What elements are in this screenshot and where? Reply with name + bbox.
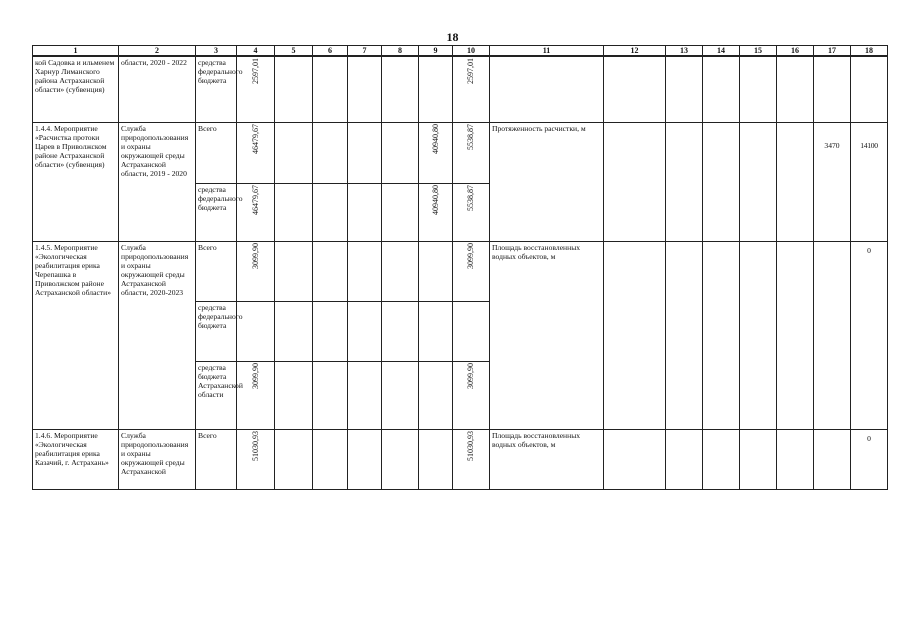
header-cell: 1 [33,46,119,57]
header-cell: 10 [453,46,490,57]
amount-col10: 5538,87 [466,184,475,211]
table-row [33,241,888,301]
funding-source: средства федерального бюджета [196,301,237,361]
amount-col4: 51030,93 [250,430,260,461]
program-table [32,45,888,490]
amount-col4: 46479,67 [250,123,260,154]
table-row [33,56,888,122]
indicator-value-col18: 14100 [851,122,888,241]
header-cell: 5 [275,46,313,57]
header-row [33,46,888,57]
header-cell: 16 [777,46,814,57]
amount-col9: 40940,80 [430,184,440,215]
indicator-name: Площадь восстановленных водных объектов, м [490,241,604,429]
header-cell: 9 [419,46,453,57]
executor-period: Служба природопользования и охраны окружающей среды Астраханской области, 2019 - 2020 [119,122,196,241]
amount-col9: 40940,80 [430,123,440,154]
measure-name: 1.4.5. Мероприятие «Экологическая реабилитация ерика Черепашка в Приволжском районе Астраханской области» [33,241,119,429]
funding-source: Всего [196,122,237,183]
header-cell: 13 [666,46,703,57]
measure-name: 1.4.6. Мероприятие «Экологическая реабилитация ерика Казачий, г. Астрахань» [33,429,119,489]
table-row [33,122,888,183]
funding-source: средства федерального бюджета [196,56,237,122]
table-row [33,429,888,489]
header-cell: 8 [382,46,419,57]
executor-period: области, 2020 - 2022 [119,56,196,122]
amount-col10: 3099,90 [466,242,475,269]
header-cell: 17 [814,46,851,57]
amount-col10: 51030,93 [466,430,475,461]
indicator-value-col18: 0 [851,429,888,489]
header-cell: 12 [604,46,666,57]
header-cell: 14 [703,46,740,57]
amount-col4: 2597,01 [250,58,260,84]
amount-col4: 3099,90 [250,242,260,269]
executor-period: Служба природопользования и охраны окружающей среды Астраханской области, 2020-2023 [119,241,196,429]
header-cell: 2 [119,46,196,57]
amount-col10: 2597,01 [466,58,475,84]
amount-col4: 3099,90 [250,362,260,389]
funding-source: средства федерального бюджета [196,183,237,241]
amount-col4: 46479,67 [250,184,260,215]
measure-name: 1.4.4. Мероприятие «Расчистка протоки Царев в Приволжском районе Астраханской области» (субвенция) [33,122,119,241]
funding-source: Всего [196,241,237,301]
page-number: 18 [446,30,459,44]
amount-col10: 5538,87 [466,123,475,150]
amount-col10: 3099,90 [466,362,475,389]
funding-source: Всего [196,429,237,489]
header-cell: 3 [196,46,237,57]
indicator-value-col17: 3470 [814,122,851,241]
header-cell: 7 [348,46,382,57]
executor-period: Служба природопользования и охраны окружающей среды Астраханской [119,429,196,489]
header-cell: 18 [851,46,888,57]
indicator-name: Протяженность расчистки, м [490,122,604,241]
indicator-value-col18: 0 [851,241,888,429]
measure-name: кой Садовка и ильменем Харнур Лиманского района Астраханской области» (субвенция) [33,56,119,122]
header-cell: 6 [313,46,348,57]
header-cell: 4 [237,46,275,57]
header-cell: 15 [740,46,777,57]
funding-source: средства бюджета Астраханской области [196,361,237,429]
header-cell: 11 [490,46,604,57]
indicator-name: Площадь восстановленных водных объектов, м [490,429,604,489]
